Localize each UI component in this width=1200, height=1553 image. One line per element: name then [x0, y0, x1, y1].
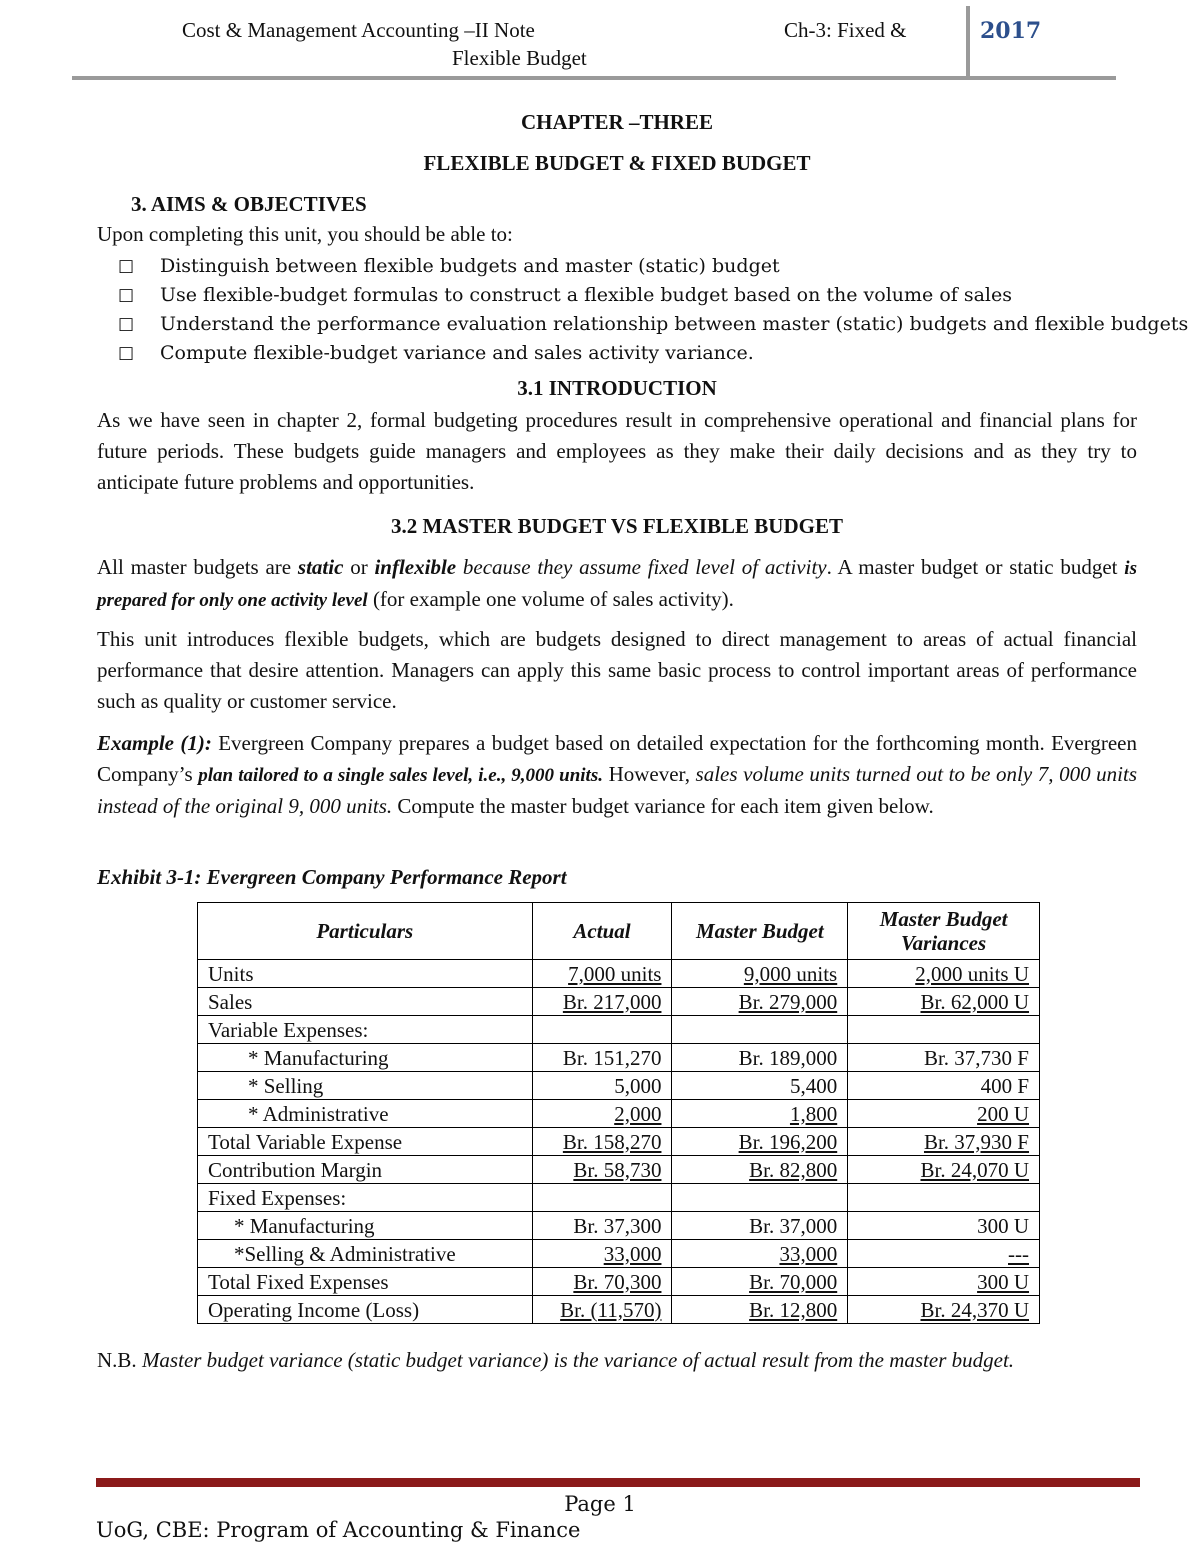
bullet-icon: □ [118, 343, 135, 363]
aims-intro: Upon completing this unit, you should be able to: [97, 222, 513, 246]
table-row: Contribution Margin Br. 58,730 Br. 82,800 Br. 24,070 U [198, 1156, 1040, 1184]
table-row: * Administrative 2,000 1,800 200 U [198, 1100, 1040, 1128]
bullet-icon: □ [118, 285, 135, 305]
list-item: □ Understand the performance evaluation relationship between master (static) budgets and flexible budgets [118, 310, 1188, 339]
table-row: *Selling & Administrative 33,000 33,000 --- [198, 1240, 1040, 1268]
chapter-title: CHAPTER –THREE [521, 110, 713, 134]
footer-organization: UoG, CBE: Program of Accounting & Finance [96, 1518, 581, 1542]
table-row: Total Variable Expense Br. 158,270 Br. 196,200 Br. 37,930 F [198, 1128, 1040, 1156]
header-subtitle: Flexible Budget [452, 46, 587, 70]
col-header: Master Budget Variances [848, 903, 1040, 960]
aims-list [118, 252, 1188, 368]
col-header: Master Budget [672, 903, 848, 960]
table-row: Operating Income (Loss) Br. (11,570) Br. 12,800 Br. 24,370 U [198, 1296, 1040, 1324]
table-row: Total Fixed Expenses Br. 70,300 Br. 70,000 300 U [198, 1268, 1040, 1296]
header-year: 2017 [980, 18, 1042, 44]
col-header: Particulars [198, 903, 533, 960]
table-header-row [198, 903, 1040, 960]
intro-heading: 3.1 INTRODUCTION [517, 376, 717, 400]
table-row: Fixed Expenses: [198, 1184, 1040, 1212]
aims-heading: 3. AIMS & OBJECTIVES [131, 192, 367, 216]
master-paragraph: All master budgets are static or inflexible because they assume fixed level of activity. A master budget or static budget is prepared for only one activity level (for example one volume of sales activity). [97, 555, 1137, 611]
footer-rule [96, 1478, 1140, 1487]
page-header [72, 14, 1116, 80]
table-row: Units 7,000 units 9,000 units 2,000 units U [198, 960, 1040, 988]
section-heading: 3.2 MASTER BUDGET VS FLEXIBLE BUDGET [390, 514, 843, 538]
table-row: * Manufacturing Br. 37,300 Br. 37,000 300 U [198, 1212, 1040, 1240]
table-row: * Manufacturing Br. 151,270 Br. 189,000 Br. 37,730 F [198, 1044, 1040, 1072]
list-item: □ Use flexible-budget formulas to construct a flexible budget based on the volume of sales [118, 281, 1188, 310]
flexible-paragraph: This unit introduces flexible budgets, which are budgets designed to direct management to areas of actual financial performance that desire attention. Managers can apply this same basic process to control important areas of performance such as quality or customer service. [97, 627, 1137, 713]
exhibit-caption: Exhibit 3-1: Evergreen Company Performance Report [97, 865, 567, 889]
list-item: □ Compute flexible-budget variance and sales activity variance. [118, 339, 1188, 368]
header-rule [72, 76, 1116, 80]
header-course: Cost & Management Accounting –II Note [182, 18, 535, 42]
table-row: * Selling 5,000 5,400 400 F [198, 1072, 1040, 1100]
bullet-icon: □ [118, 256, 135, 276]
header-divider [966, 6, 970, 76]
page-number: Page 1 [564, 1492, 636, 1516]
note-paragraph: N.B. Master budget variance (static budget variance) is the variance of actual result from the master budget. [97, 1348, 1015, 1372]
bullet-icon: □ [118, 314, 135, 334]
list-item: □ Distinguish between flexible budgets and master (static) budget [118, 252, 1188, 281]
example-paragraph: Example (1): Evergreen Company prepares a budget based on detailed expectation for the forthcoming month. Evergreen Company’s plan tailored to a single sales level, i.e., 9,000 units. However, sales volume units turned out to be only 7, 000 units instead of the original 9, 000 units. Compute the master budget variance for each item given below. [97, 731, 1138, 818]
topic-title: FLEXIBLE BUDGET & FIXED BUDGET [423, 151, 811, 175]
table-row: Variable Expenses: [198, 1016, 1040, 1044]
header-chapter: Ch-3: Fixed & [784, 18, 907, 42]
performance-report-table [197, 902, 1040, 1324]
col-header: Actual [532, 903, 672, 960]
intro-paragraph: As we have seen in chapter 2, formal budgeting procedures result in comprehensive operational and financial plans for future periods. These budgets guide managers and employees as they make their daily decisions and as they try to anticipate future problems and opportunities. [97, 408, 1137, 494]
table-row: Sales Br. 217,000 Br. 279,000 Br. 62,000 U [198, 988, 1040, 1016]
